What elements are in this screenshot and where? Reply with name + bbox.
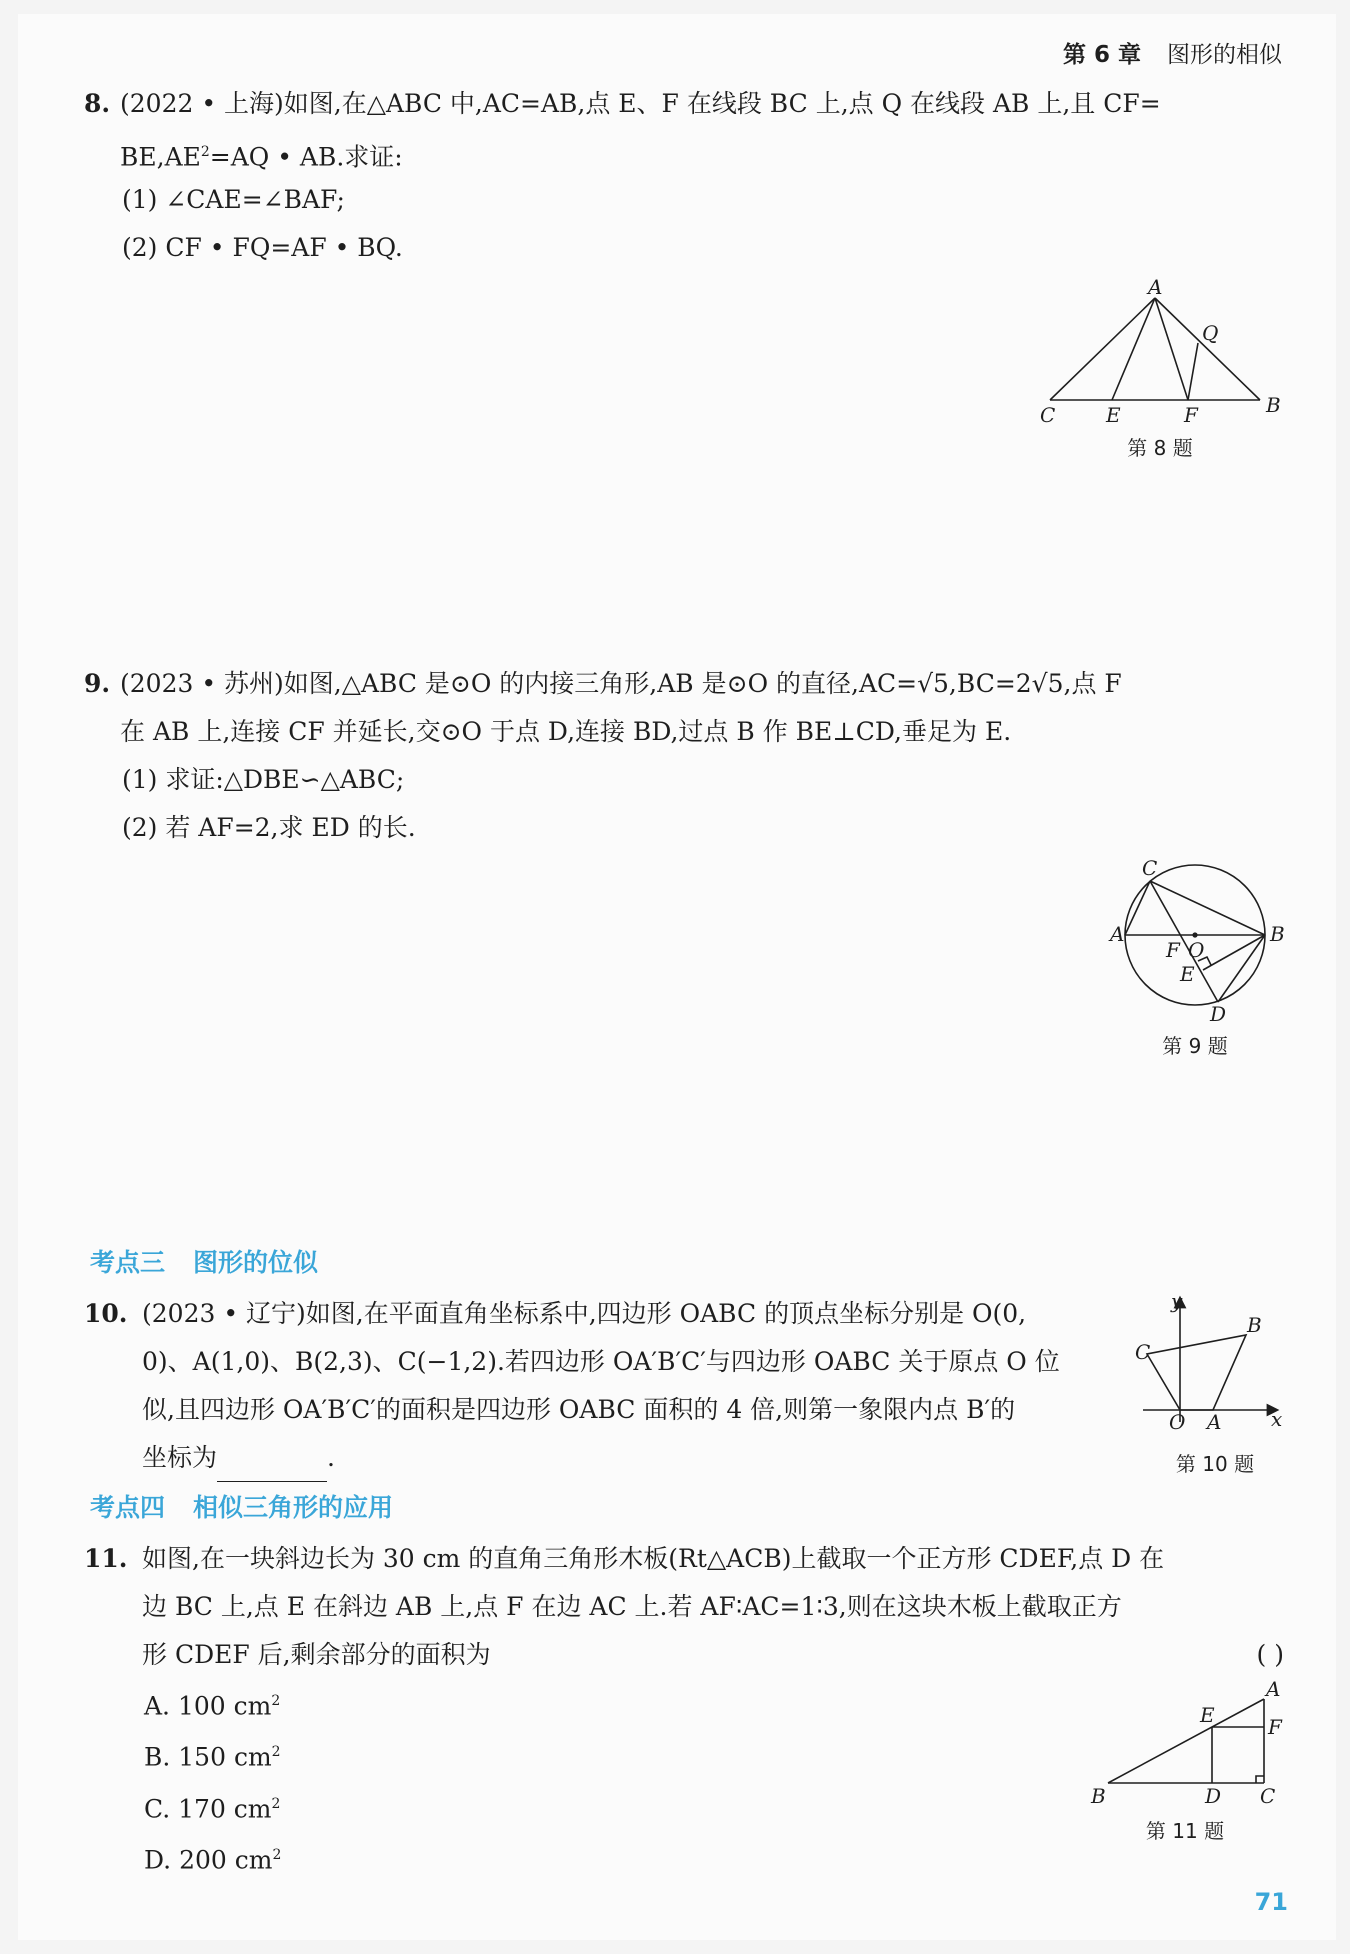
label-A: A: [1207, 1410, 1222, 1434]
section-title: 图形的位似: [193, 1248, 319, 1277]
q8-part2: (2) CF • FQ=AF • BQ.: [122, 233, 403, 262]
q10-line4-end: .: [327, 1443, 335, 1472]
label-E: E: [1200, 1703, 1215, 1727]
figure-9-caption: 第 9 题: [1162, 1034, 1228, 1058]
question-10: [84, 1290, 1144, 1482]
label-E: E: [1180, 962, 1195, 986]
question-9: [84, 660, 1284, 852]
section-3-heading: [90, 1243, 346, 1279]
figure-10: [1135, 1289, 1285, 1436]
option-a[interactable]: A. 100 $cm^2$: [144, 1691, 281, 1721]
page-header: [1063, 36, 1282, 69]
q8-sup: 2: [200, 144, 210, 160]
label-F: F: [1166, 938, 1180, 962]
section-4-heading: [90, 1488, 421, 1524]
question-8: [84, 80, 1284, 272]
q8-line1: (2022 • 上海)如图,在△ABC 中,AC=AB,点 E、F 在线段 BC 上,点 Q 在线段 AB 上,且 CF=: [120, 89, 1161, 118]
label-B: B: [1270, 922, 1285, 946]
figure-8: [1030, 275, 1300, 434]
figure-10-caption: 第 10 题: [1175, 1452, 1255, 1476]
label-x: x: [1271, 1407, 1283, 1431]
q8-line2a: BE,AE: [120, 142, 201, 172]
q11-options: [84, 1678, 281, 1883]
q10-line2: 0)、A(1,0)、B(2,3)、C(−1,2).若四边形 OA′B′C′与四边形 OABC 关于原点 O 位: [142, 1347, 1060, 1376]
label-A: A: [1110, 922, 1125, 946]
label-Q: Q: [1202, 321, 1219, 345]
label-y: y: [1171, 1289, 1183, 1313]
label-D: D: [1205, 1784, 1222, 1808]
q9-line2: 在 AB 上,连接 CF 并延长,交⊙O 于点 D,连接 BD,过点 B 作 BE⊥CD,垂足为 E.: [120, 717, 1012, 746]
label-B: B: [1247, 1313, 1262, 1337]
option-d[interactable]: D. 200 $cm^2$: [144, 1845, 282, 1875]
q9-part1: (1) 求证:△DBE∽△ABC;: [122, 765, 405, 794]
label-C: C: [1135, 1340, 1151, 1364]
figure-8-caption: 第 8 题: [1127, 436, 1193, 460]
q10-line1: (2023 • 辽宁)如图,在平面直角坐标系中,四边形 OABC 的顶点坐标分别是 O(0,: [142, 1299, 1027, 1328]
q9-part2: (2) 若 AF=2,求 ED 的长.: [122, 813, 416, 842]
label-F: F: [1184, 403, 1198, 427]
label-A: A: [1148, 275, 1163, 299]
label-C: C: [1040, 403, 1056, 427]
option-c[interactable]: C. 170 $cm^2$: [144, 1793, 281, 1823]
question-number: 9.: [84, 669, 111, 698]
page-number: 71: [1254, 1888, 1288, 1916]
label-E: E: [1106, 403, 1121, 427]
q8-line2b: =AQ • AB.求证:: [209, 142, 403, 172]
chapter-label: 第 6 章: [1062, 42, 1141, 68]
question-number: 11.: [84, 1544, 128, 1573]
label-B: B: [1266, 393, 1281, 417]
label-B: B: [1091, 1784, 1106, 1808]
q10-line4: 坐标为: [142, 1443, 218, 1472]
q11-line3: 形 CDEF 后,剩余部分的面积为: [142, 1640, 491, 1669]
section-tag: 考点三: [90, 1248, 166, 1277]
question-11: [84, 1535, 1284, 1679]
answer-parentheses[interactable]: ( ): [1256, 1640, 1284, 1669]
figure-11: [1088, 1677, 1288, 1814]
label-O: O: [1188, 938, 1205, 962]
question-number: 10.: [84, 1299, 128, 1328]
label-A: A: [1266, 1677, 1281, 1701]
q8-part1: (1) ∠CAE=∠BAF;: [122, 185, 345, 214]
q11-line2: 边 BC 上,点 E 在斜边 AB 上,点 F 在边 AC 上.若 AF∶AC=1∶3,则在这块木板上截取正方: [142, 1592, 1122, 1621]
label-O: O: [1169, 1410, 1186, 1434]
label-C: C: [1142, 856, 1158, 880]
label-F: F: [1268, 1715, 1282, 1739]
label-D: D: [1210, 1002, 1227, 1026]
q9-line1: (2023 • 苏州)如图,△ABC 是⊙O 的内接三角形,AB 是⊙O 的直径,AC=√5,BC=2√5,点 F: [120, 669, 1122, 698]
q10-line3: 似,且四边形 OA′B′C′的面积是四边形 OABC 面积的 4 倍,则第一象限内点 B′的: [142, 1395, 1016, 1424]
figure-11-caption: 第 11 题: [1145, 1819, 1225, 1843]
chapter-title: 图形的相似: [1167, 42, 1282, 68]
question-number: 8.: [84, 89, 111, 118]
option-b[interactable]: B. 150 $cm^2$: [144, 1742, 281, 1772]
figure-9: [1100, 855, 1290, 1039]
section-title: 相似三角形的应用: [193, 1493, 394, 1522]
label-C: C: [1260, 1784, 1276, 1808]
section-tag: 考点四: [90, 1493, 166, 1522]
q11-line1: 如图,在一块斜边长为 30 cm 的直角三角形木板(Rt△ACB)上截取一个正方形 CDEF,点 D 在: [142, 1544, 1165, 1573]
answer-blank[interactable]: [217, 1451, 327, 1482]
